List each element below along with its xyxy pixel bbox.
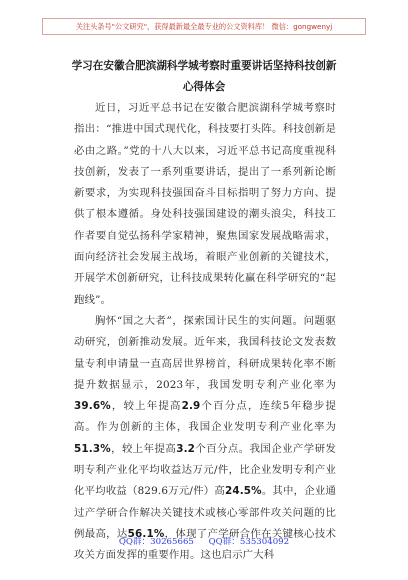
paragraph-1: 近日，习近平总书记在安徽合肥滨湖科学城考察时指出：“推进中国式现代化，科技要打头阵。科技创新是必由之路。”党的十八大以来，习近平总书记高度重视科技创新，发表了一系列重要讲话，提出了一系列新论断新要求，为实现科技强国奋斗目标指明了努力方向、提供了根本遵循。身处科技强国建设的潮头浪尖，科技工作者要自觉弘扬科学家精神，聚焦国家发展战略需求，面向经济社会发展主战场，着眼产业创新的关键技术，开展学术创新研究，让科技成果转化赢在科学研究的“起跑线”。 xyxy=(74,102,336,306)
paragraph-2 xyxy=(74,311,336,567)
title-line-1: 学习在安徽合肥滨湖科学城考察时重要讲话坚持科技创新 xyxy=(71,60,337,72)
p2-text-d: ，较上年提高 xyxy=(110,442,177,455)
p2-text-g: ，体现了产学研合作在关键核心技术攻关方面发挥的重要作用。这也启示广大科 xyxy=(74,527,337,562)
p2-text-f: 。其中，企业通过产学研合作解决关键技术或核心零部件攻关问题的比例最高，达 xyxy=(74,485,336,540)
banner-text: 关注头条号"公文研究"，获得最新最全最专业的公文资料库！ 微信：gongwenyj xyxy=(75,21,333,31)
document-body xyxy=(74,98,336,567)
document-title xyxy=(40,56,368,98)
title-line-2: 心得体会 xyxy=(182,81,226,93)
p2-text-e: 个百分点。我国企业产学研发明专利产业化平均收益达万元/件，比企业发明专利产业化平均收益（829.6万元/件）高 xyxy=(74,442,337,498)
income-increase: 24.5% xyxy=(224,485,262,498)
enterprise-patent-rate: 51.3% xyxy=(74,442,111,455)
enterprise-rate-increase: 3.2 xyxy=(176,442,196,455)
qq-group-2: QQ群：535304092 xyxy=(208,537,290,547)
p2-text-b: ，较上年提高 xyxy=(110,400,182,413)
p2-text-c: 个百分点，连续5年稳步提高。作为创新的主体，我国企业发明专利产业化率为 xyxy=(74,400,336,434)
collaboration-ratio: 56.1% xyxy=(127,527,165,540)
p2-text-a: 胸怀“国之大者”，探索国计民生的实问题。问题驱动研究，创新推动发展。近年来，我国科技论文发表数量专利申请量一直高居世界榜首，科研成果转化率不断提升数据显示，2023年，我国发明专利产业化率为 xyxy=(74,314,336,391)
rate-increase: 2.9 xyxy=(181,400,201,413)
qq-group-1: QQ群：30265665 xyxy=(118,537,194,547)
patent-rate-2023: 39.6% xyxy=(74,400,111,413)
top-banner xyxy=(42,18,366,35)
footer-contact xyxy=(0,535,408,547)
